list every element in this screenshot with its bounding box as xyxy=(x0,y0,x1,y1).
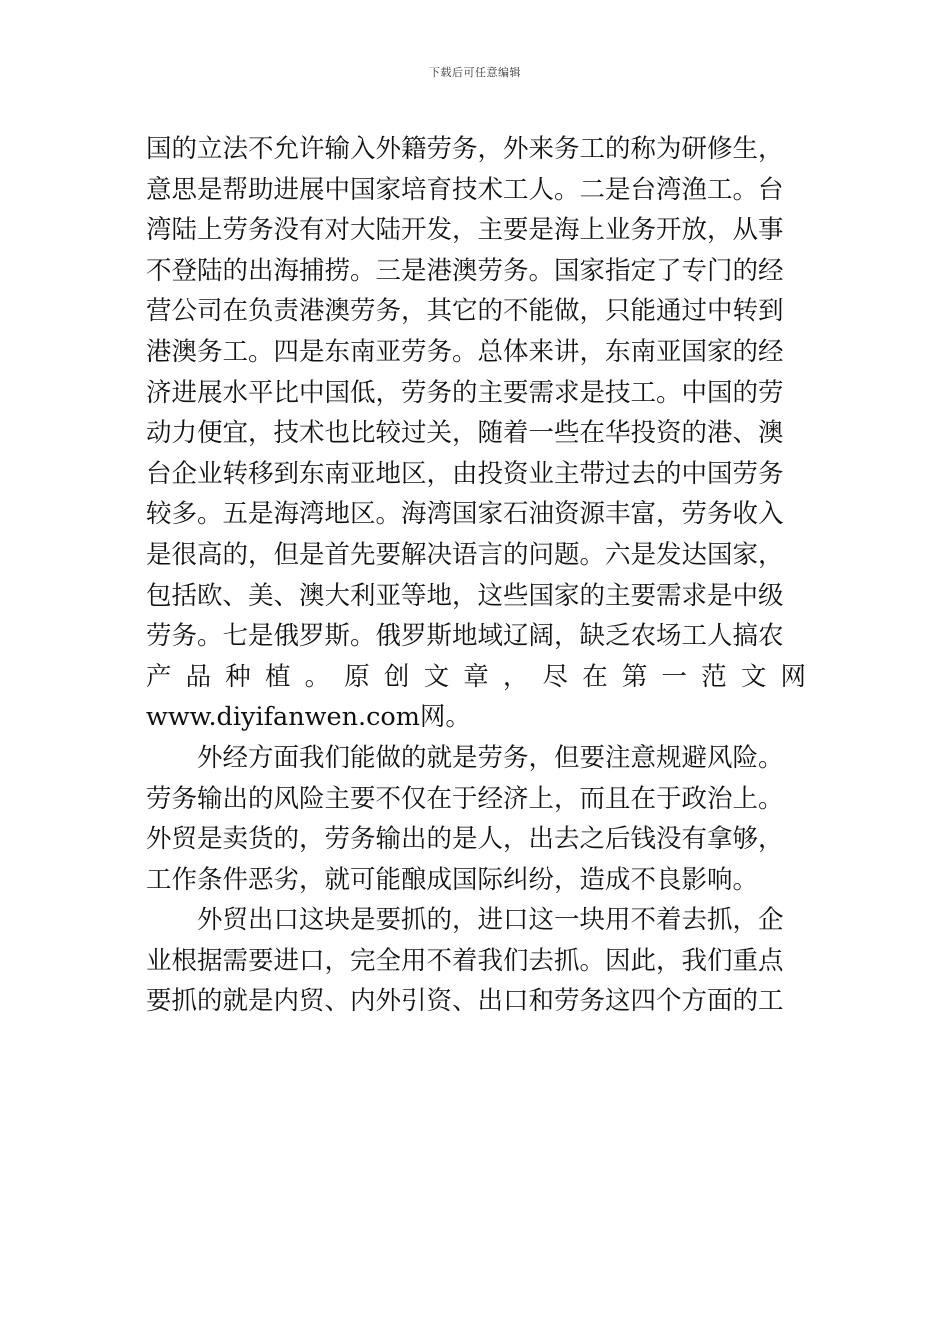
text-line: 劳务。七是俄罗斯。俄罗斯地域辽阔，缺乏农场工人搞农 xyxy=(146,621,784,652)
text-line: 不登陆的出海捕捞。三是港澳劳务。国家指定了专门的经 xyxy=(146,255,784,286)
text-line: 是很高的，但是首先要解决语言的问题。六是发达国家， xyxy=(146,539,784,570)
text-line-spread: 产 品 种 植 。 原 创 文 章 ， 尽 在 第 一 范 文 网 xyxy=(146,661,806,692)
text-line: 动力便宜，技术也比较过关，随着一些在华投资的港、澳 xyxy=(146,418,784,449)
text-line: 国的立法不允许输入外籍劳务，外来务工的称为研修生， xyxy=(146,134,784,164)
text-line: 要抓的就是内贸、内外引资、出口和劳务这四个方面的工 xyxy=(146,986,784,1017)
text-line: 较多。五是海湾地区。海湾国家石油资源丰富，劳务收入 xyxy=(146,499,784,530)
document-body xyxy=(146,129,806,1022)
text-line: 外贸是卖货的，劳务输出的是人，出去之后钱没有拿够， xyxy=(146,824,784,855)
text-line: 包括欧、美、澳大利亚等地，这些国家的主要需求是中级 xyxy=(146,580,784,611)
paragraph-start: 外经方面我们能做的就是劳务，但要注意规避风险。 xyxy=(197,742,784,773)
text-line: 业根据需要进口，完全用不着我们去抓。因此，我们重点 xyxy=(146,945,784,976)
text-line: 意思是帮助进展中国家培育技术工人。二是台湾渔工。台 xyxy=(146,174,784,205)
text-line: 济进展水平比中国低，劳务的主要需求是技工。中国的劳 xyxy=(146,377,784,408)
text-line: 工作条件恶劣，就可能酿成国际纠纷，造成不良影响。 xyxy=(146,864,759,895)
paragraph-start: 外贸出口这块是要抓的，进口这一块用不着去抓，企 xyxy=(197,905,784,936)
text-line-url: www.diyifanwen.com网。 xyxy=(146,702,471,733)
text-line: 台企业转移到东南亚地区，由投资业主带过去的中国劳务 xyxy=(146,458,784,489)
page-header: 下载后可任意编辑 xyxy=(429,66,521,79)
text-line: 营公司在负责港澳劳务，其它的不能做，只能通过中转到 xyxy=(146,296,784,327)
text-line: 湾陆上劳务没有对大陆开发，主要是海上业务开放，从事 xyxy=(146,215,784,246)
text-line: 港澳务工。四是东南亚劳务。总体来讲，东南亚国家的经 xyxy=(146,336,784,367)
text-line: 劳务输出的风险主要不仅在于经济上，而且在于政治上。 xyxy=(146,783,784,814)
